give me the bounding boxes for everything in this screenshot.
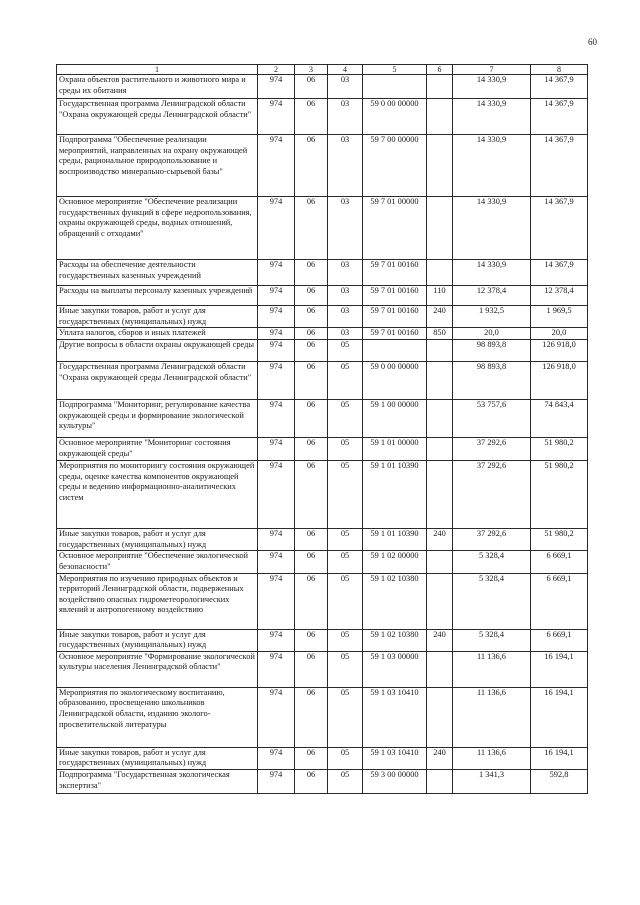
table-row	[57, 651, 588, 687]
subsection-cell: 03	[328, 99, 363, 135]
table-row	[57, 340, 588, 362]
section-cell: 06	[295, 461, 328, 529]
table-row	[57, 551, 588, 573]
subsection-cell: 03	[328, 135, 363, 197]
code-cell: 974	[258, 135, 295, 197]
target-article-cell: 59 7 00 00000	[363, 135, 427, 197]
code-cell: 974	[258, 551, 295, 573]
amount-cell: 98 893,8	[453, 340, 531, 362]
table-row	[57, 286, 588, 306]
section-cell: 06	[295, 651, 328, 687]
amount-cell: 11 136,6	[453, 747, 531, 769]
section-cell: 06	[295, 328, 328, 340]
amount-cell: 20,0	[531, 328, 588, 340]
target-article-cell	[363, 340, 427, 362]
subsection-cell: 05	[328, 362, 363, 400]
expense-type-cell	[427, 135, 453, 197]
amount-cell: 14 367,9	[531, 135, 588, 197]
expense-type-cell	[427, 461, 453, 529]
amount-cell: 5 328,4	[453, 573, 531, 629]
row-name-cell: Иные закупки товаров, работ и услуг для государственных (муниципальных) нужд	[57, 529, 258, 551]
code-cell: 974	[258, 438, 295, 461]
expense-type-cell	[427, 769, 453, 793]
target-article-cell	[363, 75, 427, 99]
amount-cell: 16 194,1	[531, 747, 588, 769]
row-name-cell: Подпрограмма "Государственная экологическая экспертиза"	[57, 769, 258, 793]
table-row	[57, 687, 588, 747]
code-cell: 974	[258, 651, 295, 687]
table-row	[57, 135, 588, 197]
section-cell: 06	[295, 629, 328, 651]
amount-cell: 14 330,9	[453, 260, 531, 286]
subsection-cell: 05	[328, 340, 363, 362]
expense-type-cell	[427, 438, 453, 461]
amount-cell: 12 378,4	[531, 286, 588, 306]
amount-cell: 1 341,3	[453, 769, 531, 793]
table-row	[57, 747, 588, 769]
target-article-cell: 59 1 03 10410	[363, 747, 427, 769]
expense-type-cell	[427, 651, 453, 687]
subsection-cell: 03	[328, 328, 363, 340]
row-name-cell: Государственная программа Ленинградской области "Охрана окружающей среды Ленинградской области"	[57, 362, 258, 400]
code-cell: 974	[258, 99, 295, 135]
amount-cell: 1 969,5	[531, 306, 588, 328]
section-cell: 06	[295, 260, 328, 286]
row-name-cell: Основное мероприятие "Формирование экологической культуры населения Ленинградской области"	[57, 651, 258, 687]
amount-cell: 11 136,6	[453, 687, 531, 747]
row-name-cell: Уплата налогов, сборов и иных платежей	[57, 328, 258, 340]
section-cell: 06	[295, 135, 328, 197]
amount-cell: 14 367,9	[531, 99, 588, 135]
amount-cell: 37 292,6	[453, 529, 531, 551]
target-article-cell: 59 1 02 10380	[363, 629, 427, 651]
table-row	[57, 328, 588, 340]
row-name-cell: Охрана объектов растительного и животного мира и среды их обитания	[57, 75, 258, 99]
table-row	[57, 362, 588, 400]
amount-cell: 20,0	[453, 328, 531, 340]
target-article-cell: 59 0 00 00000	[363, 362, 427, 400]
row-name-cell: Подпрограмма "Обеспечение реализации мероприятий, направленных на охрану окружающей среды, рациональное природопользование и воспроизводство минерально-сырьевой базы"	[57, 135, 258, 197]
subsection-cell: 03	[328, 75, 363, 99]
subsection-cell: 03	[328, 306, 363, 328]
subsection-cell: 05	[328, 461, 363, 529]
section-cell: 06	[295, 551, 328, 573]
amount-cell: 51 980,2	[531, 461, 588, 529]
code-cell: 974	[258, 260, 295, 286]
amount-cell: 74 843,4	[531, 400, 588, 438]
subsection-cell: 05	[328, 651, 363, 687]
subsection-cell: 05	[328, 573, 363, 629]
section-cell: 06	[295, 75, 328, 99]
amount-cell: 16 194,1	[531, 651, 588, 687]
row-name-cell: Подпрограмма "Мониторинг, регулирование качества окружающей среды и формирование экологической культуры"	[57, 400, 258, 438]
table-row	[57, 461, 588, 529]
code-cell: 974	[258, 747, 295, 769]
target-article-cell: 59 3 00 00000	[363, 769, 427, 793]
amount-cell: 6 669,1	[531, 573, 588, 629]
amount-cell: 98 893,8	[453, 362, 531, 400]
subsection-cell: 03	[328, 260, 363, 286]
target-article-cell: 59 1 00 00000	[363, 400, 427, 438]
expense-type-cell	[427, 260, 453, 286]
amount-cell: 14 330,9	[453, 135, 531, 197]
column-header: 1	[57, 65, 258, 75]
expense-type-cell	[427, 551, 453, 573]
amount-cell: 5 328,4	[453, 629, 531, 651]
target-article-cell: 59 1 01 10390	[363, 529, 427, 551]
target-article-cell: 59 1 03 00000	[363, 651, 427, 687]
expense-type-cell: 240	[427, 306, 453, 328]
column-header: 7	[453, 65, 531, 75]
row-name-cell: Расходы на обеспечение деятельности государственных казенных учреждений	[57, 260, 258, 286]
amount-cell: 1 932,5	[453, 306, 531, 328]
row-name-cell: Мероприятия по изучению природных объектов и территорий Ленинградской области, подверженных воздействию опасных гидрометеорологических явлений и антропогенному воздействию	[57, 573, 258, 629]
table-header-row	[57, 65, 588, 75]
column-header: 2	[258, 65, 295, 75]
amount-cell: 592,8	[531, 769, 588, 793]
amount-cell: 51 980,2	[531, 529, 588, 551]
section-cell: 06	[295, 197, 328, 260]
amount-cell: 14 367,9	[531, 197, 588, 260]
code-cell: 974	[258, 340, 295, 362]
amount-cell: 6 669,1	[531, 551, 588, 573]
expense-type-cell: 850	[427, 328, 453, 340]
amount-cell: 14 367,9	[531, 260, 588, 286]
expense-type-cell	[427, 687, 453, 747]
column-header: 3	[295, 65, 328, 75]
row-name-cell: Иные закупки товаров, работ и услуг для государственных (муниципальных) нужд	[57, 306, 258, 328]
code-cell: 974	[258, 400, 295, 438]
amount-cell: 14 330,9	[453, 99, 531, 135]
target-article-cell: 59 1 02 10380	[363, 573, 427, 629]
table-row	[57, 260, 588, 286]
column-header: 4	[328, 65, 363, 75]
expense-type-cell: 110	[427, 286, 453, 306]
amount-cell: 37 292,6	[453, 461, 531, 529]
amount-cell: 14 330,9	[453, 197, 531, 260]
amount-cell: 51 980,2	[531, 438, 588, 461]
target-article-cell: 59 0 00 00000	[363, 99, 427, 135]
subsection-cell: 05	[328, 629, 363, 651]
row-name-cell: Другие вопросы в области охраны окружающей среды	[57, 340, 258, 362]
section-cell: 06	[295, 747, 328, 769]
subsection-cell: 03	[328, 286, 363, 306]
section-cell: 06	[295, 438, 328, 461]
expense-type-cell	[427, 340, 453, 362]
amount-cell: 53 757,6	[453, 400, 531, 438]
row-name-cell: Основное мероприятие "Обеспечение реализации государственных функций в сфере недропользования, охраны окружающей среды, водных отношений, обращений с отходами"	[57, 197, 258, 260]
code-cell: 974	[258, 362, 295, 400]
target-article-cell: 59 7 01 00160	[363, 328, 427, 340]
code-cell: 974	[258, 328, 295, 340]
section-cell: 06	[295, 769, 328, 793]
table-row	[57, 529, 588, 551]
amount-cell: 5 328,4	[453, 551, 531, 573]
section-cell: 06	[295, 340, 328, 362]
code-cell: 974	[258, 629, 295, 651]
column-header: 5	[363, 65, 427, 75]
section-cell: 06	[295, 306, 328, 328]
table-row	[57, 769, 588, 793]
table-row	[57, 197, 588, 260]
target-article-cell: 59 7 01 00160	[363, 260, 427, 286]
code-cell: 974	[258, 687, 295, 747]
row-name-cell: Мероприятия по мониторингу состояния окружающей среды, оценке качества компонентов окружающей среды и ведению информационно-аналитических систем	[57, 461, 258, 529]
section-cell: 06	[295, 362, 328, 400]
table-row	[57, 306, 588, 328]
table-row	[57, 400, 588, 438]
table-row	[57, 629, 588, 651]
amount-cell: 16 194,1	[531, 687, 588, 747]
target-article-cell: 59 7 01 00000	[363, 197, 427, 260]
target-article-cell: 59 1 01 10390	[363, 461, 427, 529]
expense-type-cell: 240	[427, 747, 453, 769]
row-name-cell: Основное мероприятие "Обеспечение экологической безопасности"	[57, 551, 258, 573]
table-body	[57, 75, 588, 794]
column-header: 6	[427, 65, 453, 75]
target-article-cell: 59 1 01 00000	[363, 438, 427, 461]
row-name-cell: Иные закупки товаров, работ и услуг для государственных (муниципальных) нужд	[57, 747, 258, 769]
expense-type-cell: 240	[427, 529, 453, 551]
page-number: 60	[588, 37, 597, 47]
table-row	[57, 438, 588, 461]
code-cell: 974	[258, 461, 295, 529]
section-cell: 06	[295, 529, 328, 551]
target-article-cell: 59 1 02 00000	[363, 551, 427, 573]
amount-cell: 14 367,9	[531, 75, 588, 99]
amount-cell: 6 669,1	[531, 629, 588, 651]
expense-type-cell	[427, 400, 453, 438]
row-name-cell: Основное мероприятие "Мониторинг состояния окружающей среды"	[57, 438, 258, 461]
section-cell: 06	[295, 400, 328, 438]
expense-type-cell	[427, 75, 453, 99]
amount-cell: 14 330,9	[453, 75, 531, 99]
subsection-cell: 05	[328, 551, 363, 573]
target-article-cell: 59 7 01 00160	[363, 306, 427, 328]
section-cell: 06	[295, 687, 328, 747]
subsection-cell: 05	[328, 747, 363, 769]
table-row	[57, 573, 588, 629]
amount-cell: 12 378,4	[453, 286, 531, 306]
column-header: 8	[531, 65, 588, 75]
code-cell: 974	[258, 286, 295, 306]
section-cell: 06	[295, 573, 328, 629]
table-row	[57, 99, 588, 135]
code-cell: 974	[258, 573, 295, 629]
row-name-cell: Иные закупки товаров, работ и услуг для государственных (муниципальных) нужд	[57, 629, 258, 651]
code-cell: 974	[258, 197, 295, 260]
section-cell: 06	[295, 99, 328, 135]
amount-cell: 37 292,6	[453, 438, 531, 461]
code-cell: 974	[258, 529, 295, 551]
target-article-cell: 59 1 03 10410	[363, 687, 427, 747]
table-row	[57, 75, 588, 99]
code-cell: 974	[258, 769, 295, 793]
amount-cell: 126 918,0	[531, 340, 588, 362]
row-name-cell: Мероприятия по экологическому воспитанию, образованию, просвещению школьников Ленинградской области, изданию эколого-просветительской литературы	[57, 687, 258, 747]
expense-type-cell	[427, 573, 453, 629]
budget-table	[56, 64, 588, 794]
expense-type-cell	[427, 362, 453, 400]
subsection-cell: 03	[328, 197, 363, 260]
subsection-cell: 05	[328, 687, 363, 747]
row-name-cell: Государственная программа Ленинградской области "Охрана окружающей среды Ленинградской области"	[57, 99, 258, 135]
subsection-cell: 05	[328, 529, 363, 551]
expense-type-cell	[427, 99, 453, 135]
expense-type-cell	[427, 197, 453, 260]
target-article-cell: 59 7 01 00160	[363, 286, 427, 306]
code-cell: 974	[258, 75, 295, 99]
amount-cell: 11 136,6	[453, 651, 531, 687]
subsection-cell: 05	[328, 769, 363, 793]
amount-cell: 126 918,0	[531, 362, 588, 400]
row-name-cell: Расходы на выплаты персоналу казенных учреждений	[57, 286, 258, 306]
section-cell: 06	[295, 286, 328, 306]
expense-type-cell: 240	[427, 629, 453, 651]
subsection-cell: 05	[328, 438, 363, 461]
code-cell: 974	[258, 306, 295, 328]
subsection-cell: 05	[328, 400, 363, 438]
